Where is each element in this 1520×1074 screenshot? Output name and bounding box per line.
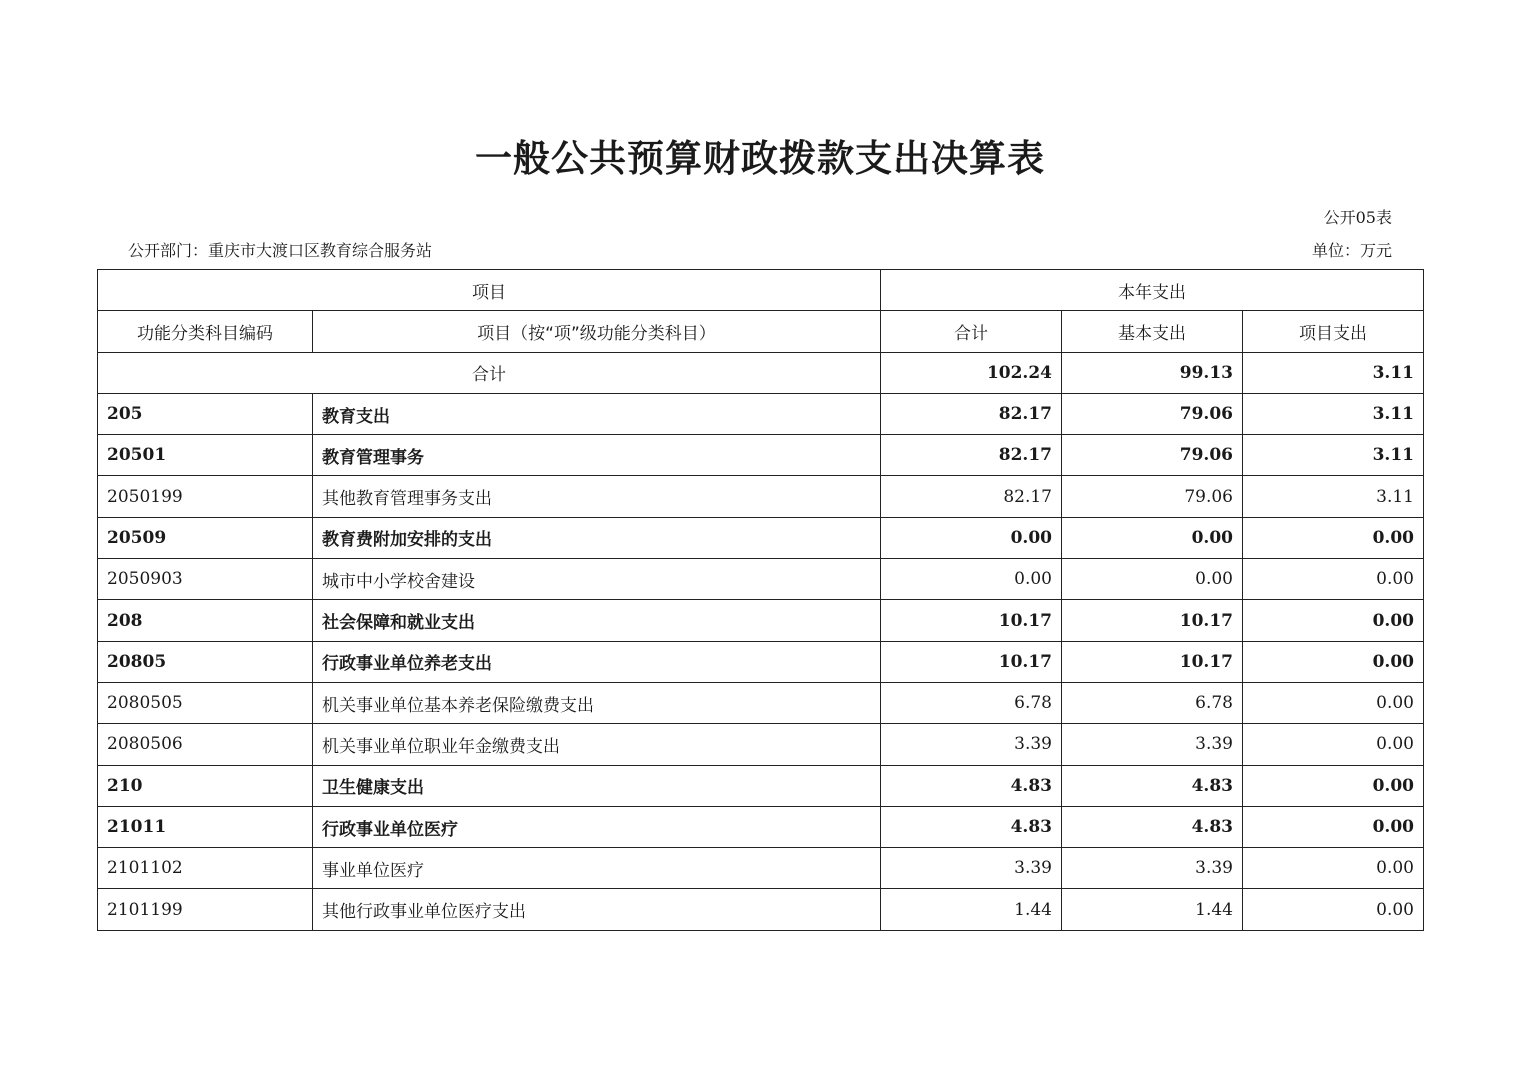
- page-title: 一般公共预算财政拨款支出决算表: [475, 137, 1045, 180]
- row-total: 10.17: [881, 641, 1062, 682]
- header-this-year: 本年支出: [881, 270, 1424, 311]
- table-row: [98, 476, 1424, 517]
- row-code: 21011: [98, 806, 313, 847]
- header-basic: 基本支出: [1062, 311, 1243, 352]
- header-row-1: [98, 270, 1424, 311]
- row-project: 0.00: [1243, 806, 1424, 847]
- row-project: 0.00: [1243, 641, 1424, 682]
- total-project: 3.11: [1243, 352, 1424, 393]
- table-row: [98, 600, 1424, 641]
- row-total: 0.00: [881, 517, 1062, 558]
- row-total: 3.39: [881, 848, 1062, 889]
- row-code: 20509: [98, 517, 313, 558]
- row-project: 3.11: [1243, 393, 1424, 434]
- row-code: 2080505: [98, 682, 313, 723]
- row-name: 社会保障和就业支出: [313, 600, 881, 641]
- header-project-exp: 项目支出: [1243, 311, 1424, 352]
- row-total: 1.44: [881, 889, 1062, 930]
- row-basic: 6.78: [1062, 682, 1243, 723]
- row-code: 205: [98, 393, 313, 434]
- table-number: 公开05表: [1323, 208, 1392, 227]
- row-basic: 10.17: [1062, 600, 1243, 641]
- row-project: 0.00: [1243, 765, 1424, 806]
- row-total: 3.39: [881, 724, 1062, 765]
- row-total: 82.17: [881, 476, 1062, 517]
- row-project: 0.00: [1243, 559, 1424, 600]
- header-code: 功能分类科目编码: [98, 311, 313, 352]
- row-total: 6.78: [881, 682, 1062, 723]
- header-total: 合计: [881, 311, 1062, 352]
- row-code: 2050199: [98, 476, 313, 517]
- row-project: 0.00: [1243, 889, 1424, 930]
- row-name: 其他教育管理事务支出: [313, 476, 881, 517]
- row-name: 卫生健康支出: [313, 765, 881, 806]
- row-total: 82.17: [881, 435, 1062, 476]
- row-name: 其他行政事业单位医疗支出: [313, 889, 881, 930]
- row-total: 4.83: [881, 765, 1062, 806]
- budget-table: [97, 269, 1424, 931]
- row-basic: 3.39: [1062, 848, 1243, 889]
- department-label: 公开部门：重庆市大渡口区教育综合服务站: [128, 241, 433, 260]
- table-row: [98, 682, 1424, 723]
- row-name: 教育管理事务: [313, 435, 881, 476]
- row-basic: 79.06: [1062, 476, 1243, 517]
- total-row: [98, 352, 1424, 393]
- total-basic: 99.13: [1062, 352, 1243, 393]
- row-total: 10.17: [881, 600, 1062, 641]
- row-code: 210: [98, 765, 313, 806]
- row-name: 城市中小学校舍建设: [313, 559, 881, 600]
- table-row: [98, 641, 1424, 682]
- row-project: 0.00: [1243, 848, 1424, 889]
- row-code: 2050903: [98, 559, 313, 600]
- row-code: 20805: [98, 641, 313, 682]
- header-row-2: [98, 311, 1424, 352]
- row-project: 0.00: [1243, 600, 1424, 641]
- row-basic: 0.00: [1062, 559, 1243, 600]
- row-basic: 10.17: [1062, 641, 1243, 682]
- row-project: 0.00: [1243, 724, 1424, 765]
- row-basic: 3.39: [1062, 724, 1243, 765]
- row-name: 行政事业单位养老支出: [313, 641, 881, 682]
- row-code: 208: [98, 600, 313, 641]
- total-label: 合计: [98, 352, 881, 393]
- row-project: 0.00: [1243, 517, 1424, 558]
- table-row: [98, 765, 1424, 806]
- row-code: 20501: [98, 435, 313, 476]
- table-row: [98, 889, 1424, 930]
- row-basic: 4.83: [1062, 806, 1243, 847]
- row-name: 机关事业单位基本养老保险缴费支出: [313, 682, 881, 723]
- row-name: 机关事业单位职业年金缴费支出: [313, 724, 881, 765]
- row-basic: 1.44: [1062, 889, 1243, 930]
- row-project: 0.00: [1243, 682, 1424, 723]
- row-project: 3.11: [1243, 476, 1424, 517]
- row-basic: 4.83: [1062, 765, 1243, 806]
- row-total: 82.17: [881, 393, 1062, 434]
- unit-label: 单位：万元: [1311, 241, 1392, 260]
- table-row: [98, 517, 1424, 558]
- table-row: [98, 559, 1424, 600]
- row-total: 0.00: [881, 559, 1062, 600]
- row-name: 行政事业单位医疗: [313, 806, 881, 847]
- row-total: 4.83: [881, 806, 1062, 847]
- row-name: 教育费附加安排的支出: [313, 517, 881, 558]
- table-row: [98, 806, 1424, 847]
- row-code: 2080506: [98, 724, 313, 765]
- row-name: 事业单位医疗: [313, 848, 881, 889]
- row-basic: 79.06: [1062, 435, 1243, 476]
- row-basic: 79.06: [1062, 393, 1243, 434]
- table-row: [98, 435, 1424, 476]
- table-row: [98, 393, 1424, 434]
- header-project: 项目: [98, 270, 881, 311]
- table-row: [98, 848, 1424, 889]
- row-project: 3.11: [1243, 435, 1424, 476]
- row-basic: 0.00: [1062, 517, 1243, 558]
- table-row: [98, 724, 1424, 765]
- row-code: 2101199: [98, 889, 313, 930]
- row-code: 2101102: [98, 848, 313, 889]
- total-total: 102.24: [881, 352, 1062, 393]
- header-item: 项目（按“项”级功能分类科目）: [313, 311, 881, 352]
- row-name: 教育支出: [313, 393, 881, 434]
